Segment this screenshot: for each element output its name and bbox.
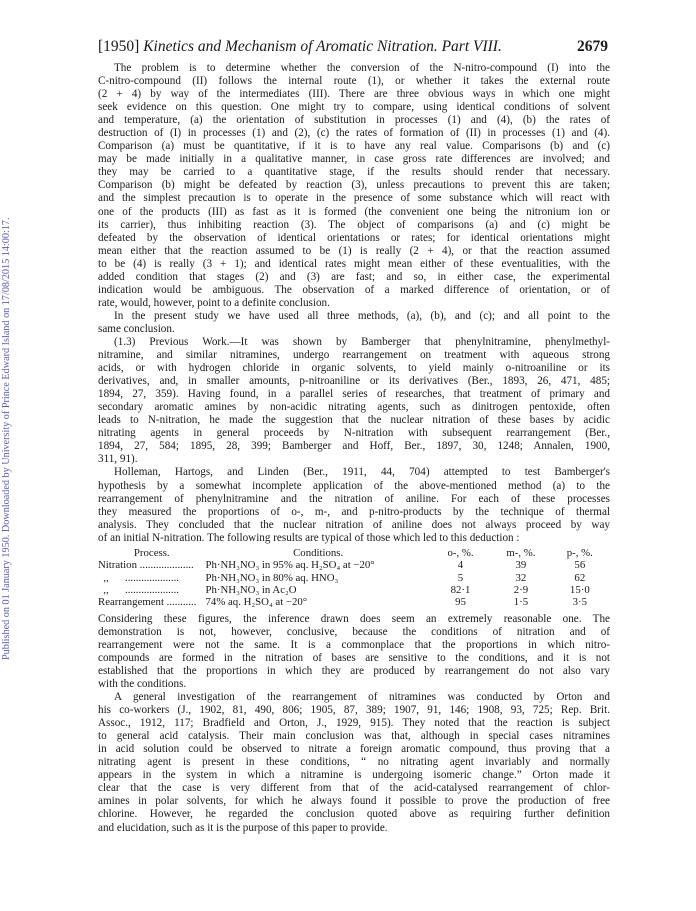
cell-meta: 1·5 — [513, 596, 529, 609]
text-line: of an initial N-nitration. The following results are typical of those which led to this deduction : — [98, 531, 520, 544]
cell-para: 62 — [574, 571, 586, 584]
header-title: Kinetics and Mechanism of Aromatic Nitration. Part VIII. — [143, 38, 502, 55]
text-line: indication would be ambiguous. The observation of a marked difference of orientation, or of — [98, 283, 610, 296]
cell-conditions: Ph·NH₃NO₃ in 80% aq. HNO₃ — [205, 571, 339, 584]
cell-ortho: 5 — [457, 571, 464, 584]
text-line: clear that the case is very different from that of the acid-catalysed rearrangement of chlor- — [98, 782, 610, 795]
paragraph-holleman — [98, 466, 610, 544]
text-line: his co-workers (J., 1902, 81, 490, 806; 1905, 87, 389; 1907, 91, 146; 1908, 93, 725; Rep. Brit. — [98, 704, 610, 717]
text-line: with the conditions. — [98, 678, 187, 690]
col-header-conditions: Conditions. — [293, 546, 344, 559]
text-line: rearrangement of phenylnitramine and the nitration of aniline. For each of these processes — [98, 492, 610, 505]
col-header-ortho: o-, %. — [447, 546, 474, 559]
text-line: appears in the system in which a nitramine is undergoing isomeric change.” Orton made it — [98, 769, 610, 782]
cell-process: ,, .................... — [98, 583, 179, 596]
text-line: amines in polar solvents, for which he always found it possible to prove the production of free — [98, 795, 610, 808]
text-line: mean either that the reaction assumed to be (1) is really (2 + 4), or that the reaction assumed — [98, 244, 610, 257]
text-line: demonstration is not, however, conclusive, because the conditions of nitration and of — [98, 625, 610, 638]
cell-process: ,, .................... — [98, 571, 179, 584]
text-line: A general investigation of the rearrangement of nitramines was conducted by Orton and — [114, 691, 610, 704]
cell-para: 15·0 — [569, 583, 590, 596]
text-line: one of the products (III) as fast as it is formed (the convenient one being the nitronium ion or — [98, 205, 610, 218]
text-line: to general acid catalysis. Their main conclusion was that, although in special cases nitramines — [98, 730, 610, 743]
cell-conditions: Ph·NH₃NO₃ in 95% aq. H₂SO₄ at −20° — [205, 559, 375, 572]
cell-meta: 2·9 — [513, 583, 529, 596]
text-line: same conclusion. — [98, 322, 175, 335]
download-notice: Published on 01 January 1950. Downloaded by University of Prince Edward Island on 17/08/2015 14:00:17. — [1, 217, 12, 660]
text-line: acids, or with hydrogen chloride in organic solvents, to yield mainly o-nitroaniline or its — [98, 362, 610, 375]
text-line: Comparison (a) must be quantitative, if it is to have any real value. Comparisons (b) and (c) — [98, 140, 610, 153]
text-line: compounds are formed in the nitration of bases are sensitive to the conditions, and it is not — [98, 651, 610, 664]
results-table — [98, 547, 608, 609]
text-line: Assoc., 1912, 117; Bradfield and Orton, J., 1929, 915). They noted that the reaction is subject — [98, 717, 610, 730]
text-line: hypothesis by a somewhat incomplete application of the above-mentioned method (a) to the — [98, 479, 610, 492]
text-line: rate, would, however, point to a definite conclusion. — [98, 296, 330, 309]
paragraph-considering — [98, 613, 610, 691]
text-line: derivatives, and, in smaller amounts, p-nitroaniline or its derivatives (Ber., 1893, 26, 471, 485; — [98, 375, 610, 388]
text-line: established that the proportions in which they are produced by rearrangement do not also vary — [98, 664, 610, 677]
cell-meta: 39 — [515, 559, 527, 572]
paragraph-present-study — [98, 310, 610, 336]
table-row — [98, 596, 608, 608]
text-line: and elucidation, such as it is the purpose of this paper to provide. — [98, 821, 388, 834]
text-line: 1894, 27, 584; 1895, 28, 399; Bamberger and Hoff, Ber., 1897, 30, 1248; Annalen, 1900, — [98, 440, 610, 453]
cell-para: 3·5 — [572, 596, 588, 609]
text-line: destruction of (I) in processes (1) and (2), (c) the rates of formation of (II) in processes (1) and (4). — [98, 127, 610, 140]
text-line: Comparison (b) might be defeated by reaction (3), unless precautions to prevent this are taken; — [98, 179, 610, 192]
text-line: may be made initially in a qualitative manner, in case gross rate differences are involved; and — [98, 153, 610, 166]
table-row — [98, 584, 608, 596]
cell-conditions: Ph·NH₃NO₃ in Ac₂O — [205, 583, 297, 596]
text-line: rearrangement were not the same. It is a commonplace that the proportions in which nitro- — [98, 638, 610, 651]
text-line: C-nitro-compound (II) follows the internal route (1), or whether it takes the external route — [98, 75, 610, 88]
cell-ortho: 95 — [455, 596, 466, 609]
header-year: [1950] — [98, 38, 140, 55]
page-number: 2679 — [577, 38, 608, 55]
col-header-process: Process. — [133, 546, 170, 559]
text-line: they may be carried to a quantitative stage, if the results should render that necessary. — [98, 166, 610, 179]
text-line: 1894, 27, 359). Having found, in a parallel series of researches, that treatment of primary and — [98, 388, 610, 401]
cell-process: Rearrangement ........... — [98, 596, 197, 609]
text-line: chlorine. However, he regarded the conclusion quoted above as requiring further definition — [98, 808, 610, 821]
text-line: and temperature, (a) the orientation of substitution in processes (1) and (4), (b) the rates of — [98, 114, 610, 127]
cell-ortho: 4 — [457, 559, 464, 572]
text-line: (2 + 4) by way of the intermediates (III). There are three obvious ways in which one might — [98, 88, 610, 101]
text-line: seek evidence on this question. One might try to compare, using identical conditions of solvent — [98, 101, 610, 114]
text-line: added condition that stages (2) and (3) are fast; and so, in either case, the experimental — [98, 270, 610, 283]
cell-meta: 32 — [515, 571, 527, 584]
article-body — [98, 62, 610, 835]
running-header — [98, 38, 608, 56]
paragraph-previous-work — [98, 336, 610, 466]
paragraph-orton — [98, 691, 610, 835]
text-line: its carrier), thus inhibiting reaction (3). The object of comparisons (a) and (c) might be — [98, 218, 610, 231]
text-line: nitramine, and similar nitramines, undergo rearrangement on treatment with aqueous strong — [98, 349, 610, 362]
table-header-row — [98, 547, 608, 559]
cell-process: Nitration .................... — [98, 559, 194, 572]
text-line: Considering these figures, the inference drawn does seem an extremely reasonable one. The — [98, 612, 610, 625]
text-line: they measured the proportions of o-, m-, and p-nitro-products by the technique of thermal — [98, 505, 610, 518]
text-line: nitrating agents in general proceeds by N-nitration with subsequent rearrangement (Ber., — [98, 427, 610, 440]
text-line: (1.3) Previous Work.—It was shown by Bamberger that phenylnitramine, phenylmethyl- — [114, 335, 610, 348]
text-line: leads to N-nitration, he made the suggestion that the nuclear nitration of these bases by acidic — [98, 414, 610, 427]
col-header-para: p-, %. — [566, 546, 593, 559]
text-line: and the simplest precaution is to operate in the presence of some substance which will react with — [98, 192, 610, 205]
col-header-meta: m-, %. — [506, 546, 536, 559]
text-line: The problem is to determine whether the conversion of the N-nitro-compound (I) into the — [114, 62, 610, 74]
text-line: to be (4) is really (3 + 1); and identical rates might mean either of these eventualities, with the — [98, 257, 610, 270]
table-row — [98, 559, 608, 571]
paragraph-problem — [98, 62, 610, 310]
text-line: Holleman, Hartogs, and Linden (Ber., 1911, 44, 704) attempted to test Bamberger's — [114, 466, 610, 479]
text-line: secondary aromatic amines by non-acidic nitrating agents, such as dinitrogen pentoxide, often — [98, 401, 610, 414]
text-line: nitrating agent is present in these conditions, “ no nitrating agent invariably and normally — [98, 756, 610, 769]
text-line: analysis. They concluded that the nuclear nitration of aniline does not always proceed by way — [98, 518, 610, 531]
cell-ortho: 82·1 — [450, 583, 471, 596]
text-line: defeated by the observation of identical orientations or rates; for identical orientations might — [98, 231, 610, 244]
cell-para: 56 — [574, 559, 586, 572]
cell-conditions: 74% aq. H₂SO₄ at −20° — [205, 596, 308, 609]
table-row — [98, 572, 608, 584]
text-line: 311, 91). — [98, 453, 138, 466]
text-line: In the present study we have used all three methods, (a), (b), and (c); and all point to the — [114, 309, 610, 322]
text-line: in acid solution could be observed to nitrate a foreign aromatic compound, thus proving that a — [98, 743, 610, 756]
